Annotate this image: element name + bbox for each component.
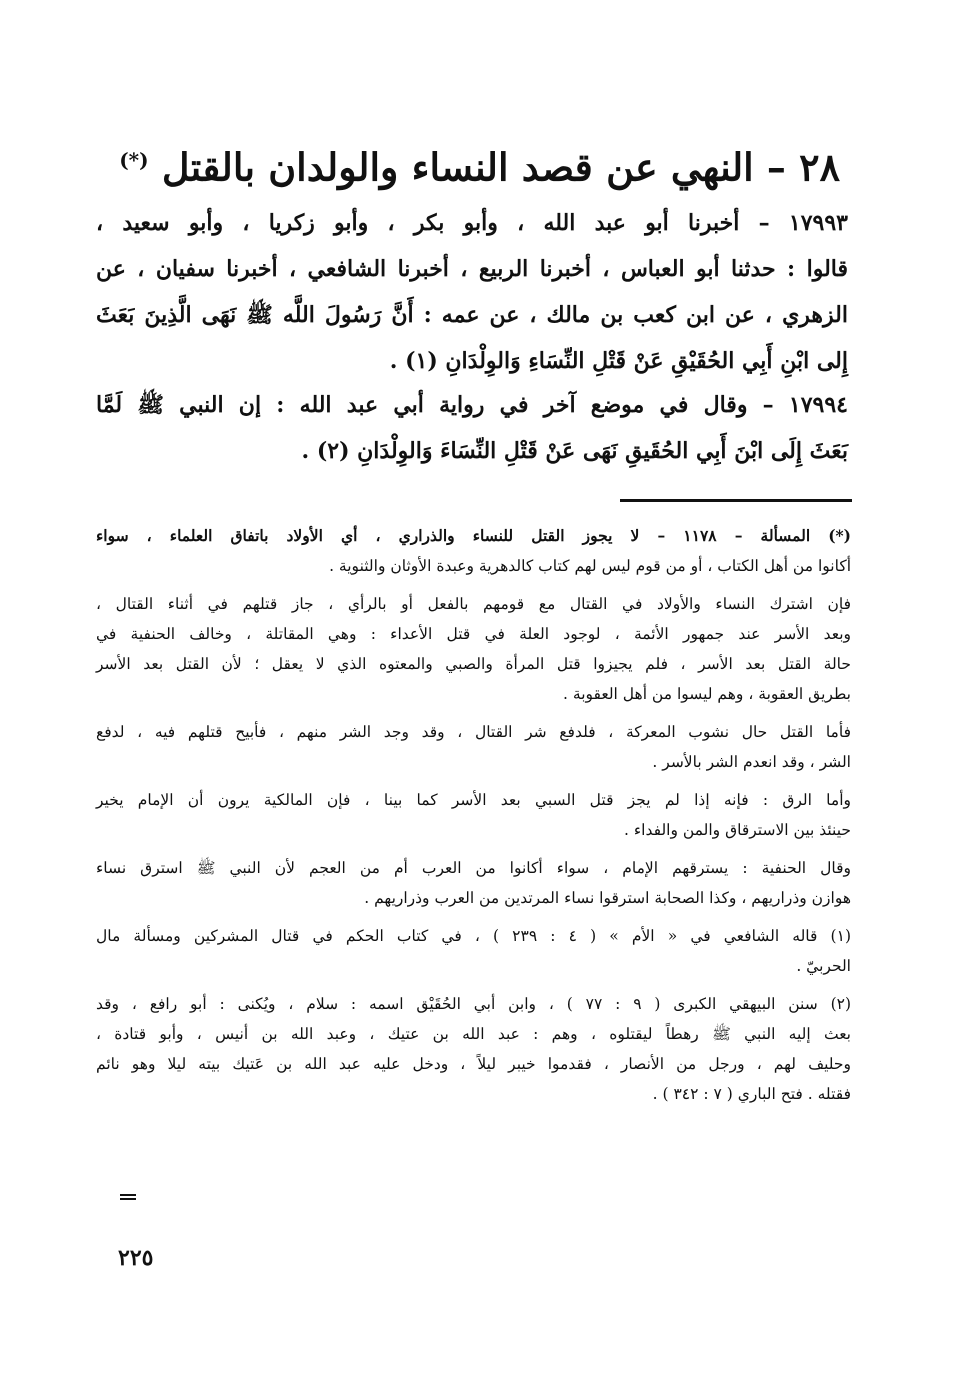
continuation-mark: [120, 1194, 136, 1200]
hadith-line: بَعَثَ إِلَى ابْنَ أَبِي الحُقَيقِ نَهَى عَنْ قَتْلِ النِّسَاءَ وَالوِلْدَانِ (٢) .: [301, 438, 848, 464]
chapter-title-text: ٢٨ – النهي عن قصد النساء والولدان بالقتل: [161, 144, 840, 190]
chapter-title-footnote-mark: (*): [119, 148, 149, 172]
footnote-line: الحربيّ .: [796, 957, 851, 975]
hadith-line: قالوا : حدثنا أبو العباس ، أخبرنا الربيع ، أخبرنا الشافعي ، أخبرنا سفيان ، عن: [96, 256, 848, 282]
commentary-line: فإن اشترك النساء والأولاد في القتال مع قومهم بالفعل أو بالرأي ، جاز قتلهم في أثناء القتال ،: [96, 595, 851, 613]
commentary-line: حينئذ بين الاسترقاق والمن والفداء .: [624, 821, 851, 839]
footnote-line: بعث إليه النبي ﷺ رهطاً ليقتلوه ، وهم : عبد الله بن عتيك ، وعبد الله بن أنيس ، وأبو قتادة ،: [96, 1025, 851, 1043]
hadith-17994: [96, 382, 848, 474]
page-number: ٢٢٥: [118, 1245, 154, 1271]
commentary-paragraph: [96, 717, 851, 777]
footnote-2: [96, 989, 851, 1109]
commentary-paragraph: [96, 785, 851, 845]
footnote-line: (١) قاله الشافعي في « الأم » ( ٤ : ٢٣٩ ) ، في كتاب الحكم في قتال المشركين ومسألة مال: [96, 927, 851, 945]
commentary-line: وبعد الأسر عند جمهور الأئمة ، لوجود العلة في قتل الأعداء : وهي المقاتلة ، وخالف الحنفية في: [96, 625, 851, 643]
commentary-line: الشر ، وقد انعدم الشر بالأسر .: [652, 753, 851, 771]
commentary-paragraph: [96, 589, 851, 709]
commentary-line: فأما القتل حال نشوب المعركة ، فلدفع شر القتال ، وقد وجد الشر منهم ، فأبيح قتلهم فيه ، لدفع: [96, 723, 851, 741]
hadith-17993: [96, 200, 848, 384]
footnotes-section: [96, 521, 851, 1117]
footnote-1: [96, 921, 851, 981]
commentary-line: بطريق العقوبة ، وهم ليسوا من أهل العقوبة .: [563, 685, 851, 703]
commentary-line: وأما الرق : فإنه إذا لم يجز قتل السبي بعد الأسر كما بينا ، فإن المالكية يرون أن الإمام يخير: [96, 791, 851, 809]
commentary-line: وقال الحنفية : يسترقهم الإمام ، سواء أكانوا من العرب أم من العجم لأن النبي ﷺ استرق نساء: [96, 859, 851, 877]
commentary-line: حالة القتل بعد الأسر ، فلم يجيزوا قتل المرأة والصبي والمعتوه الذي لا يعقل ؛ لأن القتل بعد الأسر: [96, 655, 851, 673]
hadith-line: الزهري ، عن ابن كعب بن مالك ، عن عمه : أَنَّ رَسُولَ اللَّه ﷺ نَهَى الَّذِينَ بَعَثَ: [96, 302, 848, 328]
footnote-line: فقتله . فتح الباري ( ٧ : ٣٤٢ ) .: [652, 1085, 851, 1103]
hadith-line: ١٧٩٩٣ – أخبرنا أبو عبد الله ، وأبو بكر ، وأبو زكريا ، وأبو سعيد ،: [96, 210, 848, 236]
hadith-line: ١٧٩٩٤ – وقال في موضع آخر في رواية أبي عبد الله : إن النبي ﷺ لَمَّا: [96, 392, 848, 418]
chapter-title: [100, 132, 840, 196]
footnote-line: وحليف لهم ، ورجل من الأنصار ، فقدموا خيبر ليلاً ، ودخل عليه عبد الله بن عَتيك بيته ليلا وهو نائم: [96, 1055, 851, 1073]
commentary-line: هوازن وذراريهم ، وكذا الصحابة استرقوا نساء المرتدين من العرب وذراريهم .: [364, 889, 851, 907]
footnote-divider: [620, 499, 852, 502]
commentary-line: (*) المسألة – ١١٧٨ – لا يجوز القتل للنساء والذراري ، أي الأولاد باتفاق العلماء ، سواء: [96, 526, 851, 545]
commentary-line: أكانوا من أهل الكتاب ، أو من قوم ليس لهم كتاب كالدهرية وعبدة الأوثان والثنوية .: [329, 557, 851, 575]
footnote-line: (٢) سنن البيهقي الكبرى ( ٩ : ٧٧ ) ، وابن أبي الحُقَيْق اسمه : سلام ، ويُكنى : أبو رافع ، وقد: [96, 995, 852, 1013]
commentary-paragraph: [96, 853, 851, 913]
hadith-line: إِلى ابْنِ أَبِي الحُقَيْقِ عَنْ قَتْلِ النِّسَاءِ وَالوِلْدَانِ (١) .: [389, 348, 848, 374]
commentary-paragraph: [96, 521, 851, 581]
